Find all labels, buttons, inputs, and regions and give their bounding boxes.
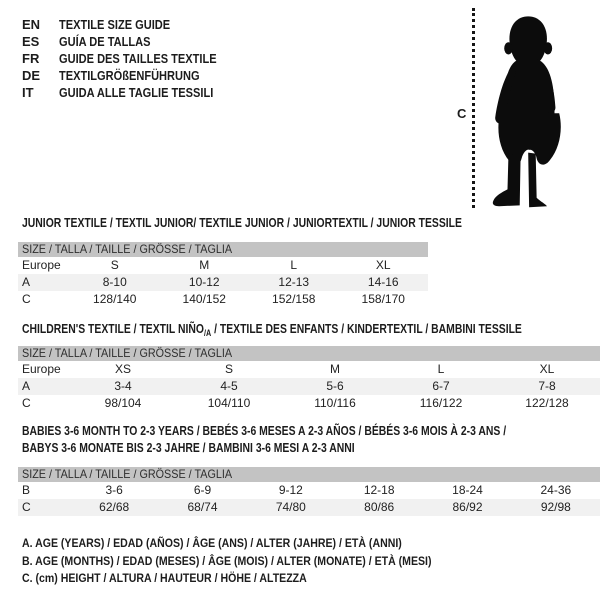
age-cell: 3-4 xyxy=(114,379,132,393)
language-title: TEXTILE SIZE GUIDE xyxy=(59,17,171,32)
note-age-months xyxy=(22,553,487,571)
age-cell: 6-7 xyxy=(432,379,450,393)
babies-section-title-line2: BABYS 3-6 MONATE BIS 2-3 JAHRE / BAMBINI 3-6 MESI A 2-3 ANNI xyxy=(22,440,355,455)
table-row-europe xyxy=(18,257,428,274)
row-label: B xyxy=(22,483,31,497)
height-measure-label: C xyxy=(457,106,467,121)
age-cell: 4-5 xyxy=(220,379,238,393)
height-cell: 62/68 xyxy=(99,500,130,514)
table-row-height xyxy=(18,395,600,412)
note-text: B. AGE (MONTHS) / EDAD (MESES) / ÂGE (MOIS) / ALTER (MONATE) / ETÀ (MESI) xyxy=(22,553,432,568)
row-label: C xyxy=(22,500,31,514)
size-cell: L xyxy=(437,362,445,376)
language-row-en xyxy=(22,16,244,33)
age-cell: 12-13 xyxy=(278,275,310,289)
size-cell: M xyxy=(330,362,340,376)
age-cell: 5-6 xyxy=(326,379,344,393)
language-title: GUIDE DES TAILLES TEXTILE xyxy=(59,51,217,66)
size-cell: XS xyxy=(114,362,131,376)
note-height-cm xyxy=(22,570,487,588)
size-cell: XL xyxy=(539,362,555,376)
row-label: Europe xyxy=(22,258,61,272)
size-cell: XL xyxy=(375,258,391,272)
height-cell: 140/152 xyxy=(182,292,226,306)
height-cell: 110/116 xyxy=(314,396,356,410)
table-row-months xyxy=(18,482,600,499)
note-age-years xyxy=(22,535,487,553)
language-code: FR xyxy=(22,51,40,66)
row-label: C xyxy=(22,396,31,410)
table-row-age xyxy=(18,274,428,291)
months-cell: 9-12 xyxy=(278,483,303,497)
height-cell: 86/92 xyxy=(452,500,483,514)
children-size-table xyxy=(18,346,600,412)
language-row-fr xyxy=(22,50,244,67)
months-cell: 6-9 xyxy=(193,483,212,497)
height-cell: 116/122 xyxy=(419,396,463,410)
junior-size-table xyxy=(18,242,428,308)
height-cell: 74/80 xyxy=(275,500,306,514)
age-cell: 7-8 xyxy=(538,379,556,393)
size-cell: S xyxy=(224,362,233,376)
babies-size-table xyxy=(18,467,600,516)
months-cell: 12-18 xyxy=(363,483,395,497)
children-title-sub: /A xyxy=(203,328,212,338)
language-code: DE xyxy=(22,68,41,83)
height-cell: 152/158 xyxy=(272,292,316,306)
legend-notes xyxy=(22,535,487,588)
language-row-de xyxy=(22,67,244,84)
language-row-it xyxy=(22,84,244,101)
table-row-age xyxy=(18,378,600,395)
size-header-text: SIZE / TALLA / TAILLE / GRÖSSE / TAGLIA xyxy=(22,242,233,256)
size-header-band xyxy=(18,467,600,482)
children-section-title xyxy=(22,321,522,338)
language-title: GUÍA DE TALLAS xyxy=(59,34,151,49)
height-measure-dotted-line xyxy=(472,8,475,208)
size-cell: M xyxy=(199,258,210,272)
table-row-europe xyxy=(18,361,600,378)
language-code: IT xyxy=(22,85,34,100)
language-code: ES xyxy=(22,34,40,49)
height-cell: 68/74 xyxy=(187,500,218,514)
size-header-text: SIZE / TALLA / TAILLE / GRÖSSE / TAGLIA xyxy=(22,467,233,481)
months-cell: 24-36 xyxy=(540,483,572,497)
language-list xyxy=(22,16,244,101)
age-cell: 8-10 xyxy=(102,275,127,289)
height-cell: 98/104 xyxy=(104,396,142,410)
language-row-es xyxy=(22,33,244,50)
row-label: A xyxy=(22,379,31,393)
size-header-band xyxy=(18,346,600,361)
language-title: TEXTILGRÖßENFÜHRUNG xyxy=(59,68,200,83)
height-cell: 104/110 xyxy=(207,396,251,410)
size-header-text: SIZE / TALLA / TAILLE / GRÖSSE / TAGLIA xyxy=(22,346,233,360)
row-label: A xyxy=(22,275,31,289)
note-text: C. (cm) HEIGHT / ALTURA / HAUTEUR / HÖHE / ALTEZZA xyxy=(22,571,307,585)
children-title-pre: CHILDREN'S TEXTILE / TEXTIL NIÑO xyxy=(22,321,204,336)
junior-section-title: JUNIOR TEXTILE / TEXTIL JUNIOR/ TEXTILE JUNIOR / JUNIORTEXTIL / JUNIOR TESSILE xyxy=(22,215,462,230)
language-code: EN xyxy=(22,17,41,32)
children-title-post: / TEXTILE DES ENFANTS / KINDERTEXTIL / BAMBINI TESSILE xyxy=(211,321,522,336)
baby-silhouette-icon xyxy=(484,6,578,211)
row-label: C xyxy=(22,292,31,306)
size-header-band xyxy=(18,242,428,257)
babies-section-title-line1: BABIES 3-6 MONTH TO 2-3 YEARS / BEBÉS 3-6 MESES A 2-3 AÑOS / BÉBÉS 3-6 MOIS À 2-3 ANS / xyxy=(22,423,507,438)
size-cell: S xyxy=(110,258,119,272)
months-cell: 3-6 xyxy=(105,483,123,497)
language-title: GUIDA ALLE TAGLIE TESSILI xyxy=(59,85,214,100)
age-cell: 14-16 xyxy=(367,275,399,289)
months-cell: 18-24 xyxy=(452,483,483,497)
note-text: A. AGE (YEARS) / EDAD (AÑOS) / ÂGE (ANS) / ALTER (JAHRE) / ETÀ (ANNI) xyxy=(22,536,402,550)
size-cell: L xyxy=(290,258,298,272)
table-row-height xyxy=(18,291,428,308)
table-row-height xyxy=(18,499,600,516)
height-cell: 122/128 xyxy=(525,396,569,410)
age-cell: 10-12 xyxy=(188,275,220,289)
height-cell: 80/86 xyxy=(364,500,395,514)
height-cell: 158/170 xyxy=(361,292,405,306)
row-label: Europe xyxy=(22,362,61,376)
height-cell: 128/140 xyxy=(93,292,137,306)
height-cell: 92/98 xyxy=(540,500,571,514)
